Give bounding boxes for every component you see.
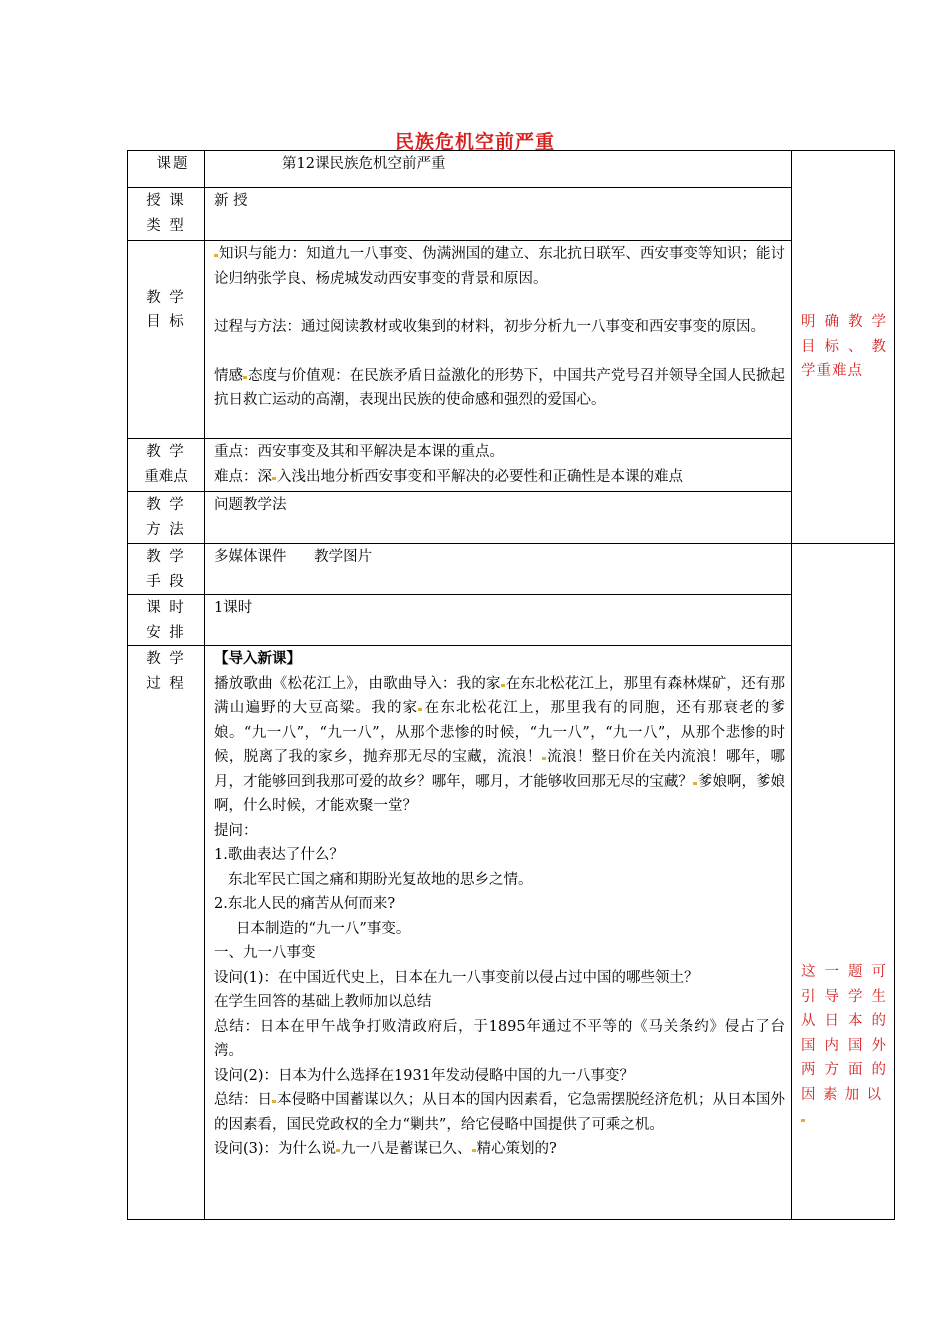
- row-method: [128, 492, 895, 544]
- row-schedule: [128, 595, 895, 646]
- value-topic: 第12课民族危机空前严重: [205, 151, 792, 188]
- edit-marker: [693, 782, 697, 785]
- label-goals: 教 学 目 标: [128, 241, 205, 439]
- edit-marker: [501, 684, 505, 687]
- row-topic: [128, 151, 895, 188]
- row-lesson-type: [128, 188, 895, 241]
- edit-marker: [336, 1149, 340, 1152]
- side-note-goals: 明 确 教 学 目 标 、 教 学重难点: [792, 151, 895, 544]
- page-title: 民族危机空前严重: [394, 131, 555, 153]
- value-schedule: 1课时: [205, 595, 792, 646]
- edit-marker: [801, 1119, 805, 1122]
- value-lesson-type: 新 授: [205, 188, 792, 241]
- row-key-points: [128, 439, 895, 492]
- label-topic: 课题: [128, 151, 205, 188]
- row-goals: [128, 241, 895, 439]
- label-key-points: 教 学 重难点: [128, 439, 205, 492]
- edit-marker: [243, 376, 247, 379]
- label-method: 教 学 方 法: [128, 492, 205, 544]
- row-process: [128, 646, 895, 1220]
- label-means: 教 学 手 段: [128, 544, 205, 595]
- value-goals: 知识与能力：知道九一八事变、伪满洲国的建立、东北抗日联军、西安事变等知识；能讨论归纳张学良、杨虎城发动西安事变的背景和原因。 过程与方法：通过阅读教材或收集到的材料，初步分析九一八事变和西安事变的原因。 情感 态度与价值观：在民族矛盾日益激化的形势下，中国共产党号召并领导全国人民掀起抗日救亡运动的高潮，表现出民族的使命感和强烈的爱国心。: [205, 241, 792, 439]
- edit-marker: [272, 1100, 276, 1103]
- edit-marker: [418, 708, 422, 711]
- value-process: 【导入新课】 播放歌曲《松花江上》，由歌曲导入：我的家 在东北松花江上，那里有森林煤矿，还有那满山遍野的大豆高粱。我的家 在东北松花江上，那里我有的同胞，还有那衰老的爹娘。“九一八”，“九一八”，从那个悲惨的时候，“九一八”，“九一八”，从那个悲惨的时候，脱离了我的家乡，抛弃那无尽的宝藏，流浪！ 流浪！整日价在关内流浪！哪年，哪月，才能够回到我那可爱的故乡？哪年，哪月，才能够收回那无尽的宝藏？ 爹娘啊，爹娘啊，什么时候，才能欢聚一堂？ 提问： 1.歌曲表达了什么？ 东北军民亡国之痛和期盼光复故地的思乡之情。 2.东北人民的痛苦从何而来? 日本制造的“九一八”事变。 一、九一八事变 设问(1)：在中国近代史上，日本在九一八事变前以侵占过中国的哪些领土？ 在学生回答的基础上教师加以总结 总结：日本在甲午战争打败清政府后，于1895年通过不平等的《马关条约》侵占了台湾。 设问(2)：日本为什么选择在1931年发动侵略中国的九一八事变？ 总结：日 本侵略中国蓄谋以久；从日本的国内因素看，它急需摆脱经济危机；从日本国外的因素看，国民党政权的全力“剿共”，给它侵略中国提供了可乘之机。 设问(3)：为什么说 九一八是蓄谋已久、 精心策划的?: [205, 646, 792, 1220]
- edit-marker: [472, 1149, 476, 1152]
- side-note-process: 这 一 题 可 引 导 学 生 从 日 本 的 国 内 国 外 两 方 面 的 因素加以: [792, 544, 895, 1220]
- value-method: 问题教学法: [205, 492, 792, 544]
- value-key-points: 重点：西安事变及其和平解决是本课的重点。 难点：深 入浅出地分析西安事变和平解决的必要性和正确性是本课的难点: [205, 439, 792, 492]
- edit-marker: [214, 254, 218, 257]
- lesson-plan-table: [127, 150, 895, 1220]
- value-means: 多媒体课件 教学图片: [205, 544, 792, 595]
- edit-marker: [272, 477, 276, 480]
- label-lesson-type: 授 课 类 型: [128, 188, 205, 241]
- label-schedule: 课 时 安 排: [128, 595, 205, 646]
- edit-marker: [542, 757, 546, 760]
- row-means: [128, 544, 895, 595]
- label-process: 教 学 过 程: [128, 646, 205, 1220]
